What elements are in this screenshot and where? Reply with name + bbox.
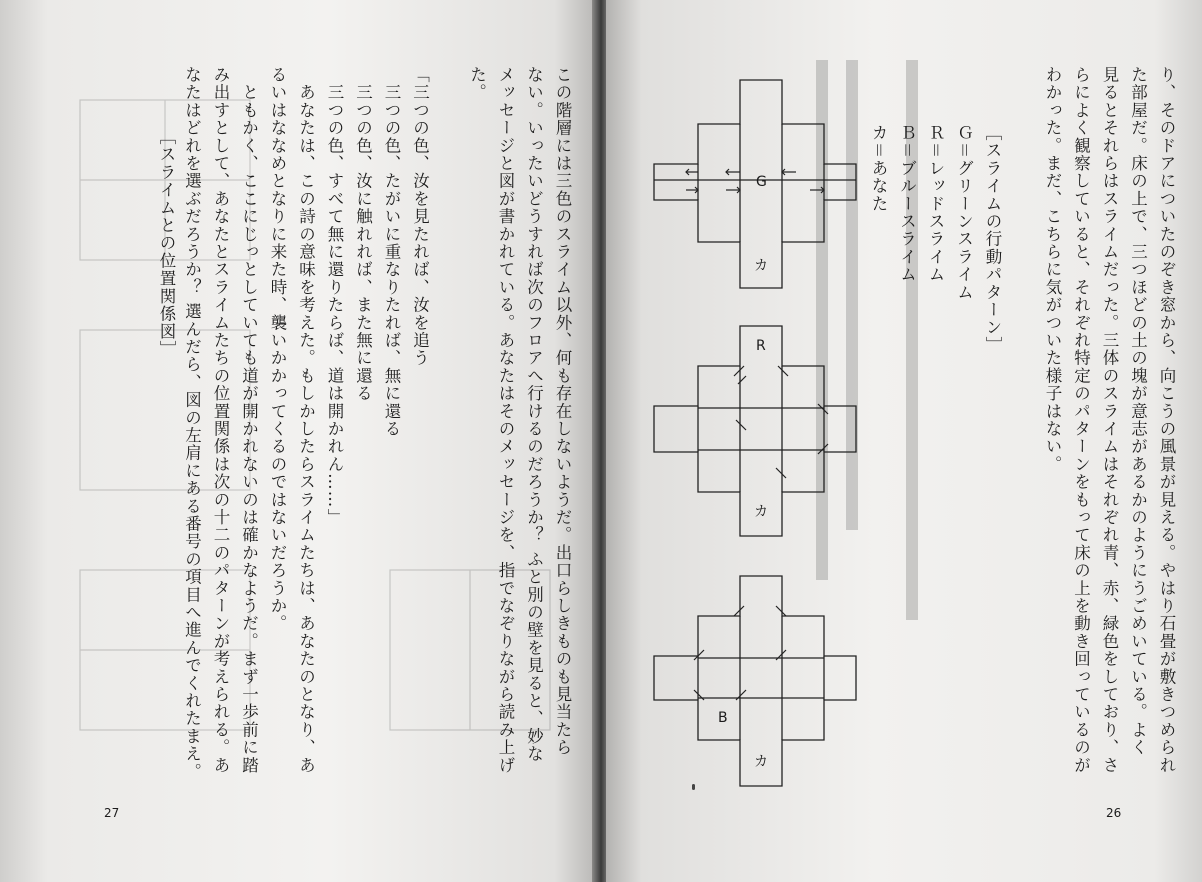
text-line: 「三つの色、汝を見たれば、汝を追う bbox=[410, 66, 430, 367]
page-26 bbox=[606, 0, 1202, 882]
text-line: た。 bbox=[467, 66, 487, 102]
player-label-b: カ bbox=[754, 754, 768, 770]
legend-item: カ＝あなた bbox=[869, 124, 888, 213]
page-number: 27 bbox=[104, 806, 120, 820]
text-line: あなたは、この詩の意味を考えた。もしかしたらスライムたちは、あなたのとなり、あ bbox=[296, 66, 316, 774]
text-line: らによく観察していると、それぞれ特定のパターンをもって床の上を動き回っているのが bbox=[1071, 66, 1091, 774]
text-line: るいはななめとなりに来た時、襲いかかってくるのではないだろうか。 bbox=[268, 66, 287, 633]
text-line: ともかく、ここにじっとしていても道が開かれないのは確かなようだ。まず一歩前に踏 bbox=[239, 66, 259, 774]
red-movement-arrows bbox=[734, 366, 828, 478]
blue-slime-label: B bbox=[718, 710, 728, 726]
pattern-legend bbox=[864, 124, 1007, 882]
text-line: この階層には三色のスライム以外、何も存在しないようだ。出口らしきものも見当たら bbox=[553, 66, 572, 757]
text-line: た部屋だ。床の上で、三つほどの土の塊が意志があるかのようにうごめいている。よく bbox=[1128, 66, 1148, 757]
text-line: 三つの色、すべて無に還りたらば、道は開かれん……」 bbox=[325, 66, 344, 527]
pattern-heading: ［スライムの行動パターン］ bbox=[983, 124, 1002, 355]
diagram-heading: ［スライムとの位置関係図］ bbox=[157, 128, 176, 359]
page-27 bbox=[0, 0, 596, 882]
text-line: ない。いったいどうすれば次のフロアへ行けるのだろうか？ ふと別の壁を見ると、妙な bbox=[524, 66, 544, 763]
left-page-body bbox=[177, 66, 576, 826]
text-line: メッセージと図が書かれている。あなたはそのメッセージを、指でなぞりながら読み上げ bbox=[496, 66, 515, 774]
legend-item: Ｒ＝レッドスライム bbox=[926, 124, 945, 284]
text-line: み出すとして、あなたとスライムたちの位置関係は次の十二のパターンが考えられる。あ bbox=[211, 66, 230, 774]
text-line: わかった。まだ、こちらに気がついた様子はない。 bbox=[1043, 66, 1062, 474]
green-movement-arrows bbox=[686, 169, 824, 193]
text-line: り、そのドアについたのぞき窓から、向こうの風景が見える。やはり石畳が敷きつめられ bbox=[1157, 66, 1176, 774]
legend-item: Ｇ＝グリーンスライム bbox=[954, 124, 974, 301]
text-line: 三つの色、たがいに重なりたれば、無に還る bbox=[382, 66, 401, 438]
text-line: なたはどれを選ぶだろうか？ 選んだら、図の左肩にある番号の項目へ進んでくれたまえ。 bbox=[182, 66, 202, 781]
red-slime-label: R bbox=[756, 338, 766, 354]
player-label-g: カ bbox=[754, 258, 768, 274]
legend-item: Ｂ＝ブルースライム bbox=[897, 124, 917, 284]
player-label-r: カ bbox=[754, 504, 768, 520]
page-number: 26 bbox=[1106, 806, 1122, 820]
print-speck bbox=[692, 784, 695, 790]
diagram-green-slime bbox=[654, 80, 856, 288]
green-slime-label: G bbox=[756, 174, 767, 190]
text-line bbox=[434, 66, 463, 826]
text-line: 三つの色、汝に触れれば、また無に還る bbox=[353, 66, 373, 403]
text-line: 見るとそれらはスライムだった。三体のスライムはそれぞれ青、赤、緑色をしており、さ bbox=[1100, 66, 1119, 774]
